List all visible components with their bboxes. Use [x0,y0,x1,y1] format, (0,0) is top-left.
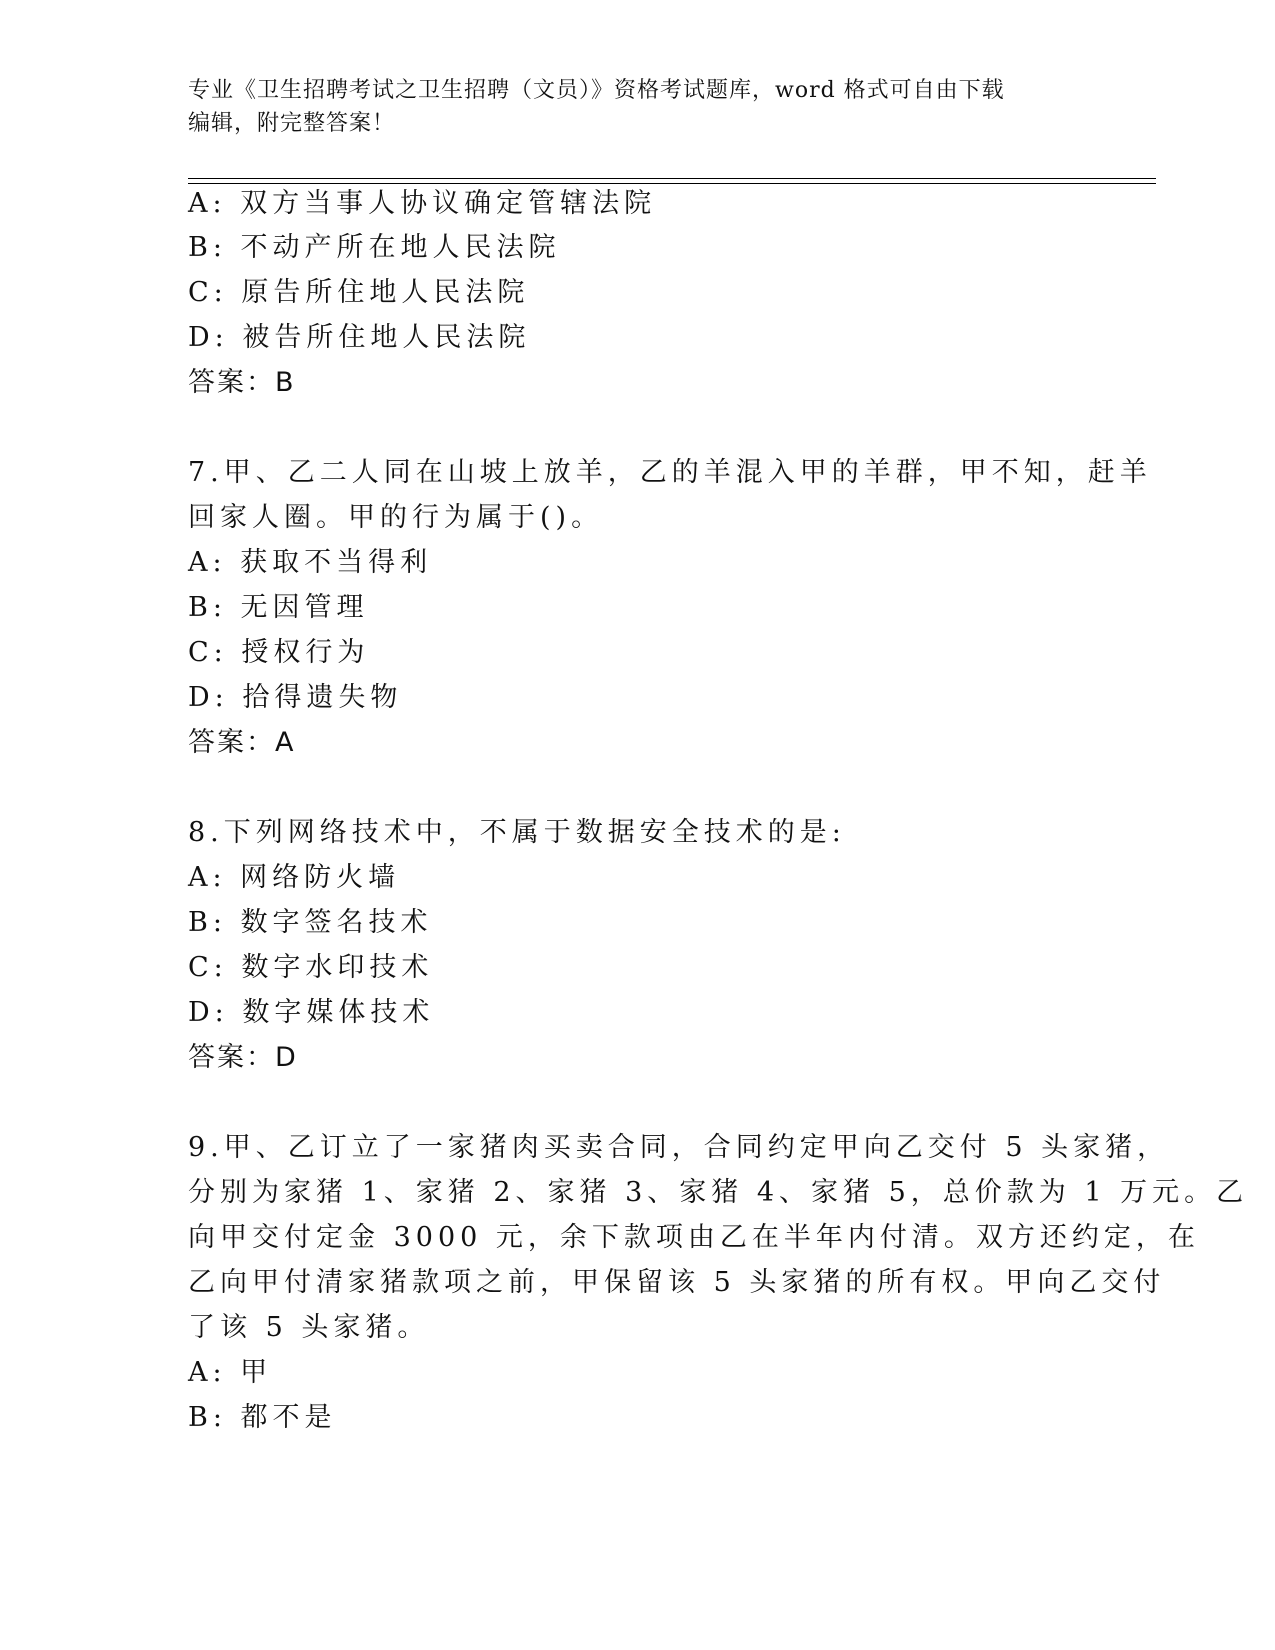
q9-option-a: A: 甲 [188,1357,273,1388]
q7-stem-line-1: 7.甲、乙二人同在山坡上放羊，乙的羊混入甲的羊群，甲不知，赶羊 [188,457,1152,488]
q9-option-b: B: 都不是 [188,1402,337,1433]
q7-option-d: D: 拾得遗失物 [188,682,403,713]
q7-option-b: B: 无因管理 [188,592,369,623]
q6-option-a: A: 双方当事人协议确定管辖法院 [188,188,657,219]
q9-stem-line-1: 9.甲、乙订立了一家猪肉买卖合同，合同约定甲向乙交付 5 头家猪， [188,1132,1170,1163]
q9-stem-line-4: 乙向甲付清家猪款项之前，甲保留该 5 头家猪的所有权。甲向乙交付 [188,1267,1166,1298]
q7-answer: 答案：A [188,727,296,758]
q6-option-b: B: 不动产所在地人民法院 [188,232,561,263]
header-line-2: 编辑，附完整答案！ [188,111,396,136]
header-divider-top [188,178,1156,179]
q9-stem-line-2: 分别为家猪 1、家猪 2、家猪 3、家猪 4、家猪 5，总价款为 1 万元。乙 [188,1177,1249,1208]
q8-option-d: D: 数字媒体技术 [188,997,435,1028]
q9-stem-line-5: 了该 5 头家猪。 [188,1312,430,1343]
q9-stem-line-3: 向甲交付定金 3000 元，余下款项由乙在半年内付清。双方还约定，在 [188,1222,1200,1253]
q8-answer: 答案：D [188,1042,298,1073]
document-header [188,74,1088,140]
header-divider-bottom [188,183,1156,184]
q6-option-d: D: 被告所住地人民法院 [188,322,531,353]
q8-option-b: B: 数字签名技术 [188,907,433,938]
header-line-1: 专业《卫生招聘考试之卫生招聘（文员）》资格考试题库，word 格式可自由下载 [188,78,1005,103]
q7-stem-line-2: 回家人圈。甲的行为属于()。 [188,502,604,533]
q6-answer: 答案：B [188,367,296,398]
q8-stem-line-1: 8.下列网络技术中，不属于数据安全技术的是: [188,817,846,848]
q7-option-a: A: 获取不当得利 [188,547,433,578]
q6-option-c: C: 原告所住地人民法院 [188,277,530,308]
q7-option-c: C: 授权行为 [188,637,370,668]
q8-option-a: A: 网络防火墙 [188,862,401,893]
q8-option-c: C: 数字水印技术 [188,952,434,983]
